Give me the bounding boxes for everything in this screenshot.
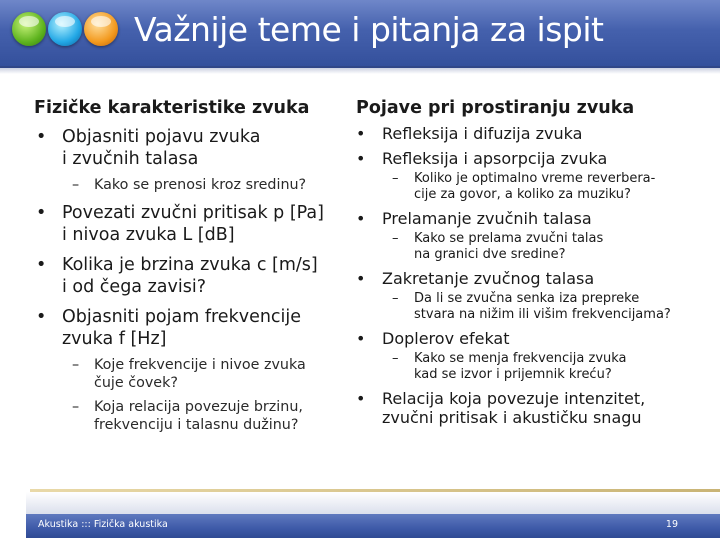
bullet-text: i zvučnih talasa bbox=[62, 149, 199, 169]
footer-bar bbox=[26, 514, 720, 538]
bullet-text: • Doplerov efekat bbox=[382, 329, 510, 348]
page-number: 19 bbox=[665, 519, 678, 530]
bullet-text: • Povezati zvučni pritisak p [Pa] bbox=[62, 203, 324, 223]
left-column-heading: Fizičke karakteristike zvuka bbox=[34, 98, 310, 118]
bullet-item bbox=[62, 254, 352, 298]
bullet-text: zvučni pritisak i akustičku snagu bbox=[382, 408, 642, 427]
left-column bbox=[34, 98, 352, 434]
sub-bullet-text: cije za govor, a koliko za muziku? bbox=[414, 187, 631, 202]
sub-bullet-item bbox=[94, 176, 352, 194]
bullet-text: • Zakretanje zvučnog talasa bbox=[382, 269, 595, 288]
sub-bullet-text: frekvenciju i talasnu dužinu? bbox=[94, 417, 299, 433]
bullet-text: • Refleksija i apsorpcija zvuka bbox=[382, 149, 608, 168]
sub-bullet-text: – Koliko je optimalno vreme reverbera- bbox=[414, 171, 656, 186]
sub-bullet-text: – Koja relacija povezuje brzinu, bbox=[94, 399, 303, 415]
sub-bullet-text: stvara na nižim ili višim frekvencijama? bbox=[414, 307, 671, 322]
bullet-text: • Prelamanje zvučnih talasa bbox=[382, 209, 592, 228]
sub-bullet-text: – Kako se prenosi kroz sredinu? bbox=[94, 177, 307, 193]
sub-bullet-text: na granici dve sredine? bbox=[414, 247, 566, 262]
sub-bullet-text: – Kako se prelama zvučni talas bbox=[414, 231, 604, 246]
bullet-text: • Relacija koja povezuje intenzitet, bbox=[382, 389, 646, 408]
right-bullet-list bbox=[356, 124, 718, 427]
bullet-item bbox=[382, 124, 718, 143]
bullet-item bbox=[62, 202, 352, 246]
sub-bullet-item bbox=[94, 398, 352, 434]
bullet-text: • Refleksija i difuzija zvuka bbox=[382, 124, 583, 143]
blue-orb-icon bbox=[48, 12, 82, 46]
left-bullet-list bbox=[34, 126, 352, 434]
bullet-item bbox=[382, 209, 718, 228]
bullet-text: • Objasniti pojam frekvencije bbox=[62, 307, 302, 327]
right-column bbox=[356, 98, 718, 427]
bullet-text: zvuka f [Hz] bbox=[62, 329, 167, 349]
footer-text: Akustika ::: Fizička akustika bbox=[38, 519, 168, 530]
sub-bullet-text: – Koje frekvencije i nivoe zvuka bbox=[94, 357, 306, 373]
orange-orb-icon bbox=[84, 12, 118, 46]
sub-bullet-text: – Kako se menja frekvencija zvuka bbox=[414, 351, 627, 366]
sub-bullet-item bbox=[94, 356, 352, 392]
sub-bullet-text: – Da li se zvučna senka iza prepreke bbox=[414, 291, 640, 306]
sub-bullet-item bbox=[414, 291, 718, 323]
bullet-text: i od čega zavisi? bbox=[62, 277, 206, 297]
sub-bullet-text: čuje čovek? bbox=[94, 375, 178, 391]
bullet-item bbox=[382, 389, 718, 427]
title-bar bbox=[0, 0, 720, 68]
slide-title: Važnije teme i pitanja za ispit bbox=[134, 10, 604, 49]
bullet-text: i nivoa zvuka L [dB] bbox=[62, 225, 235, 245]
bullet-item bbox=[382, 329, 718, 348]
bullet-item bbox=[382, 269, 718, 288]
bullet-item bbox=[62, 306, 352, 350]
sub-bullet-item bbox=[414, 171, 718, 203]
bullet-item bbox=[62, 126, 352, 170]
bullet-item bbox=[382, 149, 718, 168]
green-orb-icon bbox=[12, 12, 46, 46]
bullet-text: • Kolika je brzina zvuka c [m/s] bbox=[62, 255, 318, 275]
right-column-heading: Pojave pri prostiranju zvuka bbox=[356, 98, 635, 118]
sub-bullet-item bbox=[414, 351, 718, 383]
sub-bullet-text: kad se izvor i prijemnik kreću? bbox=[414, 367, 612, 382]
sub-bullet-item bbox=[414, 231, 718, 263]
bullet-text: • Objasniti pojavu zvuka bbox=[62, 127, 261, 147]
